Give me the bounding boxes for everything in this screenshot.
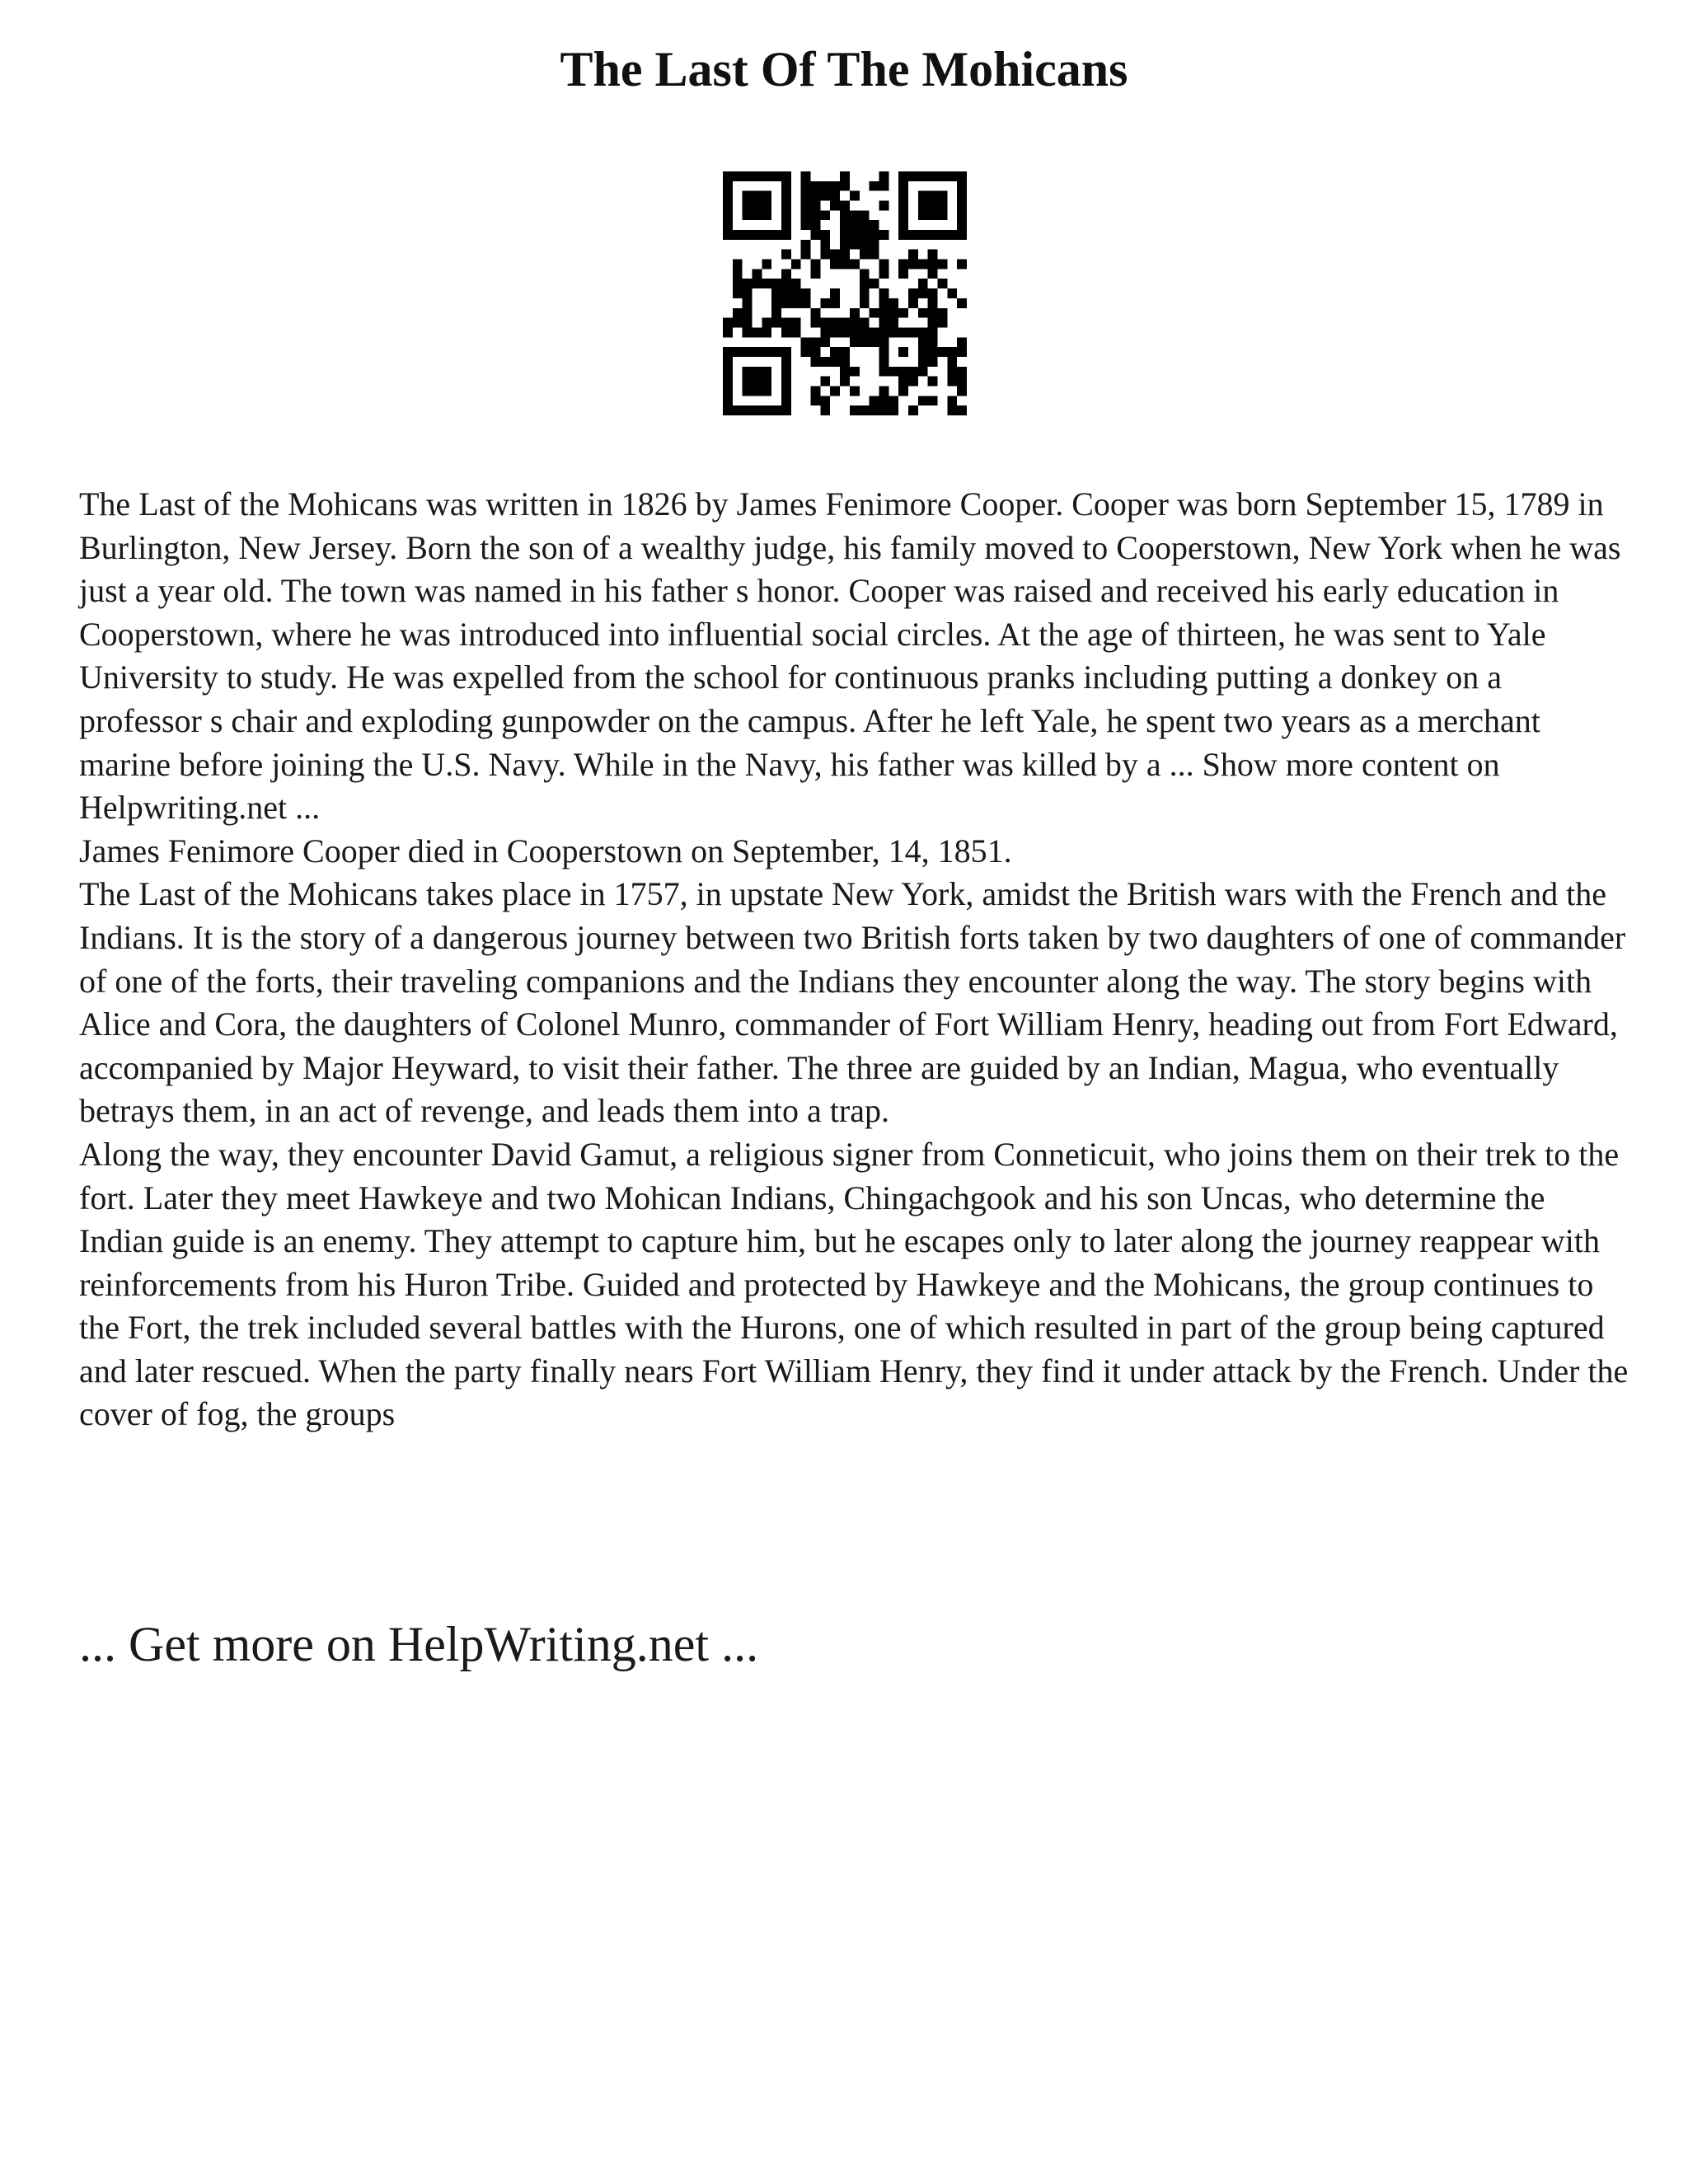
- get-more-link[interactable]: ... Get more on HelpWriting.net ...: [79, 1617, 759, 1671]
- qr-code-graphic: [723, 171, 967, 415]
- paragraph-3: The Last of the Mohicans takes place in 1757, in upstate New York, amidst the British wars with the French and the Indians. It is the story of a dangerous journey between two British forts taken by two daughters of one of commander of one of the forts, their traveling companions and the Indians they encounter along the way. The story begins with Alice and Cora, the daughters of Colonel Munro, commander of Fort William Henry, heading out from Fort Edward, accompanied by Major Heyward, to visit their father. The three are guided by an Indian, Magua, who eventually betrays them, in an act of revenge, and leads them into a trap.: [79, 875, 1626, 1130]
- paragraph-2: James Fenimore Cooper died in Cooperstown on September, 14, 1851.: [79, 832, 1012, 869]
- paragraph-4: Along the way, they encounter David Gamut, a religious signer from Conneticuit, who joins them on their trek to the fort. Later they meet Hawkeye and two Mohican Indians, Chingachgook and his son Uncas, who determine the Indian guide is an enemy. They attempt to capture him, but he escapes only to later along the journey reappear with reinforcements from his Huron Tribe. Guided and protected by Hawkeye and the Mohicans, the group continues to the Fort, the trek included several battles with the Hurons, one of which resulted in part of the group being captured and later rescued. When the party finally nears Fort William Henry, they find it under attack by the French. Under the cover of fog, the groups: [79, 1135, 1629, 1433]
- qr-code-icon: [723, 171, 967, 415]
- page-title: The Last Of The Mohicans: [560, 42, 1128, 96]
- article-body: [79, 483, 1629, 1436]
- paragraph-1: The Last of the Mohicans was written in 1826 by James Fenimore Cooper. Cooper was born September 15, 1789 in Burlington, New Jersey. Born the son of a wealthy judge, his family moved to Cooperstown, New York when he was just a year old. The town was named in his father s honor. Cooper was raised and received his early education in Cooperstown, where he was introduced into influential social circles. At the age of thirteen, he was sent to Yale University to study. He was expelled from the school for continuous pranks including putting a donkey on a professor s chair and exploding gunpowder on the campus. After he left Yale, he spent two years as a merchant marine before joining the U.S. Navy. While in the Navy, his father was killed by a ... Show more content on Helpwriting.net ...: [79, 485, 1621, 827]
